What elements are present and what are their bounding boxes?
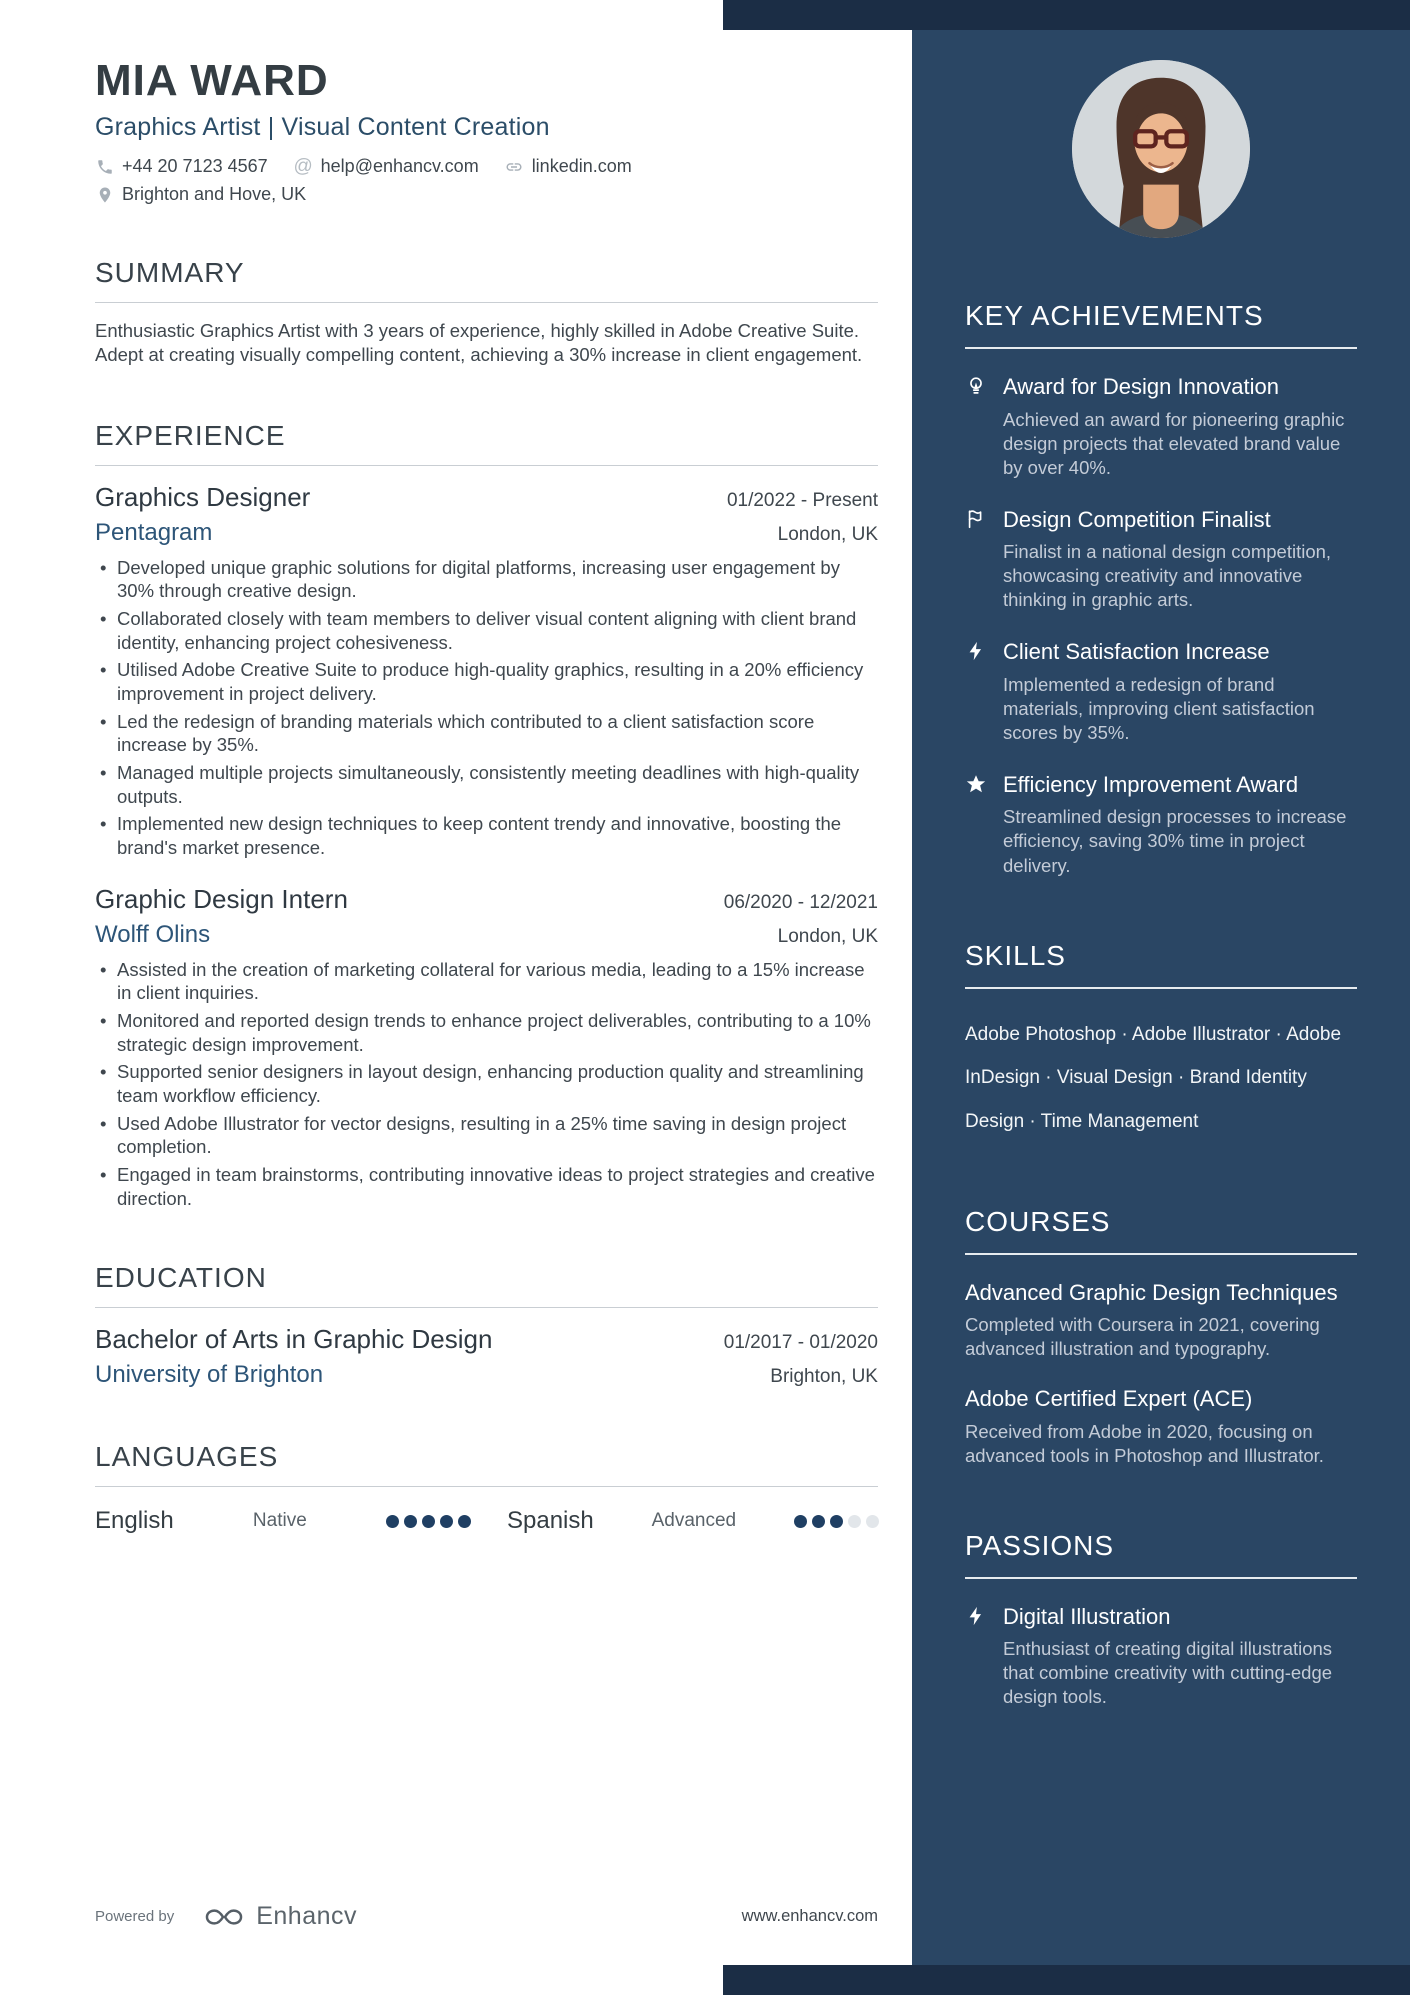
job-entry: [95, 884, 878, 1211]
bottom-accent-band: [723, 1965, 1410, 1995]
language-level: Advanced: [651, 1510, 737, 1532]
location-item: [95, 184, 306, 205]
key-achievements-heading: KEY ACHIEVEMENTS: [965, 300, 1357, 349]
phone-icon: [95, 157, 114, 176]
language-level: Native: [252, 1510, 307, 1532]
summary-text: Enthusiastic Graphics Artist with 3 years of experience, highly skilled in Adobe Creative Suite. Adept at creating visually compelling content, achieving a 30% increase in client engagement.: [95, 320, 863, 366]
courses-section: [965, 1206, 1357, 1468]
page-footer: [95, 1902, 878, 1931]
profile-photo: [1072, 60, 1250, 238]
job-bullet: • Led the redesign of branding materials which contributed to a client satisfaction score increase by 35%.: [95, 710, 878, 757]
course-description: Completed with Coursera in 2021, covering advanced illustration and typography.: [965, 1314, 1320, 1360]
achievement-title: Client Satisfaction Increase: [1003, 639, 1270, 665]
languages-grid: [95, 1487, 878, 1535]
skills-heading: SKILLS: [965, 940, 1357, 989]
linkedin-item[interactable]: [505, 156, 632, 177]
job-bullet: • Used Adobe Illustrator for vector designs, resulting in a 25% time saving in design project completion.: [95, 1112, 878, 1159]
achievement-item: [965, 638, 1357, 745]
passions-heading: PASSIONS: [965, 1530, 1357, 1579]
summary-section: [95, 257, 878, 367]
job-bullet: • Implemented new design techniques to keep content trendy and innovative, boosting the brand's market presence.: [95, 812, 878, 859]
achievement-description: Implemented a redesign of brand materials, improving client satisfaction scores by 35%.: [1003, 673, 1315, 743]
experience-section: [95, 420, 878, 1211]
language-proficiency-dots: [794, 1515, 879, 1528]
powered-by-label: Powered by: [95, 1908, 175, 1925]
achievement-item: [965, 771, 1357, 878]
resume-header: [95, 58, 878, 205]
language-item: [95, 1507, 471, 1535]
enhancv-logo[interactable]: [202, 1902, 357, 1931]
avatar: [1072, 60, 1250, 238]
company-name: Pentagram: [95, 518, 213, 546]
job-bullet: • Assisted in the creation of marketing collateral for various media, leading to a 15% increase in client inquiries.: [95, 958, 878, 1005]
job-entry: [95, 482, 878, 860]
language-proficiency-dots: [386, 1515, 471, 1528]
lightbulb-icon: [965, 373, 989, 480]
location-text: Brighton and Hove, UK: [122, 184, 307, 205]
achievement-item: [965, 373, 1357, 480]
courses-heading: COURSES: [965, 1206, 1357, 1255]
summary-heading: SUMMARY: [95, 257, 878, 303]
key-achievements-section: [965, 300, 1357, 878]
achievement-description: Achieved an award for pioneering graphic design projects that elevated brand value by over 40%.: [1003, 408, 1345, 478]
language-item: [507, 1507, 879, 1535]
education-location: Brighton, UK: [770, 1366, 878, 1388]
job-bullet-list: [95, 556, 878, 860]
experience-heading: EXPERIENCE: [95, 420, 878, 466]
brand-name[interactable]: Enhancv: [256, 1902, 358, 1930]
sidebar: [912, 0, 1410, 1995]
degree-name: Bachelor of Arts in Graphic Design: [95, 1324, 493, 1355]
linkedin-url[interactable]: linkedin.com: [531, 156, 632, 177]
course-item: [965, 1279, 1357, 1362]
job-bullet: • Supported senior designers in layout design, enhancing production quality and streamlining team workflow efficiency.: [95, 1060, 878, 1107]
person-name: MIA WARD: [95, 56, 329, 105]
job-location: London, UK: [777, 925, 878, 947]
education-dates: 01/2017 - 01/2020: [723, 1332, 878, 1354]
bolt-icon: [965, 638, 989, 745]
job-bullet: • Monitored and reported design trends to enhance project deliverables, contributing to a 10% strategic design improvement.: [95, 1009, 878, 1056]
language-name: Spanish: [507, 1507, 594, 1535]
contact-row: [95, 156, 735, 205]
flag-icon: [965, 506, 989, 613]
job-title: Graphics Artist | Visual Content Creation: [95, 113, 550, 142]
job-dates: 06/2020 - 12/2021: [723, 891, 878, 913]
passion-description: Enthusiast of creating digital illustrations that combine creativity with cutting-edge design tools.: [1003, 1638, 1333, 1708]
achievement-title: Design Competition Finalist: [1003, 506, 1271, 532]
course-title: Adobe Certified Expert (ACE): [965, 1386, 1253, 1412]
course-title: Advanced Graphic Design Techniques: [965, 1279, 1338, 1305]
job-location: London, UK: [777, 523, 878, 545]
languages-section: [95, 1441, 878, 1535]
phone-number: +44 20 7123 4567: [122, 156, 268, 177]
job-dates: 01/2022 - Present: [726, 489, 878, 511]
achievement-title: Efficiency Improvement Award: [1003, 771, 1299, 797]
passion-item: [965, 1603, 1357, 1710]
passion-title: Digital Illustration: [1003, 1603, 1171, 1629]
job-bullet: • Managed multiple projects simultaneously, consistently meeting deadlines with high-quality outputs.: [95, 761, 878, 808]
top-accent-band: [723, 0, 1410, 30]
location-pin-icon: [95, 185, 114, 204]
education-section: [95, 1262, 878, 1389]
skills-section: [965, 940, 1357, 1144]
course-item: [965, 1385, 1357, 1468]
bolt-icon: [965, 1603, 989, 1710]
phone-item: [95, 156, 268, 177]
achievement-description: Streamlined design processes to increase efficiency, saving 30% time in project delivery.: [1003, 806, 1347, 876]
school-name: University of Brighton: [95, 1361, 324, 1389]
skills-list: Adobe Photoshop · Adobe Illustrator · Adobe InDesign · Visual Design · Brand Identity Design · Time Management: [965, 1023, 1342, 1132]
achievement-item: [965, 506, 1357, 613]
course-description: Received from Adobe in 2020, focusing on advanced tools in Photoshop and Illustrator.: [965, 1420, 1324, 1466]
language-name: English: [95, 1507, 174, 1535]
link-icon: [505, 157, 524, 176]
website-url[interactable]: www.enhancv.com: [741, 1907, 878, 1925]
job-bullet: • Engaged in team brainstorms, contributing innovative ideas to project strategies and creative direction.: [95, 1163, 878, 1210]
education-heading: EDUCATION: [95, 1262, 878, 1308]
company-name: Wolff Olins: [95, 920, 211, 948]
star-icon: [965, 771, 989, 878]
infinity-logo-icon: [202, 1903, 246, 1931]
job-title-text: Graphics Designer: [95, 481, 311, 512]
job-bullet: • Developed unique graphic solutions for digital platforms, increasing user engagement by 30% through creative design.: [95, 556, 878, 603]
achievement-title: Award for Design Innovation: [1003, 374, 1279, 399]
job-bullet: • Utilised Adobe Creative Suite to produce high-quality graphics, resulting in a 20% efficiency improvement in project delivery.: [95, 658, 878, 705]
email-item[interactable]: [294, 156, 479, 177]
at-icon: @: [293, 155, 313, 177]
job-bullet: • Collaborated closely with team members to deliver visual content aligning with client brand identity, enhancing project cohesiveness.: [95, 607, 878, 654]
languages-heading: LANGUAGES: [95, 1441, 878, 1487]
job-bullet-list: [95, 958, 878, 1211]
passions-section: [965, 1530, 1357, 1710]
job-title-text: Graphic Design Intern: [95, 883, 348, 914]
achievement-description: Finalist in a national design competition, showcasing creativity and innovative thinking in graphic arts.: [1003, 541, 1332, 611]
email-address[interactable]: help@enhancv.com: [320, 156, 479, 177]
